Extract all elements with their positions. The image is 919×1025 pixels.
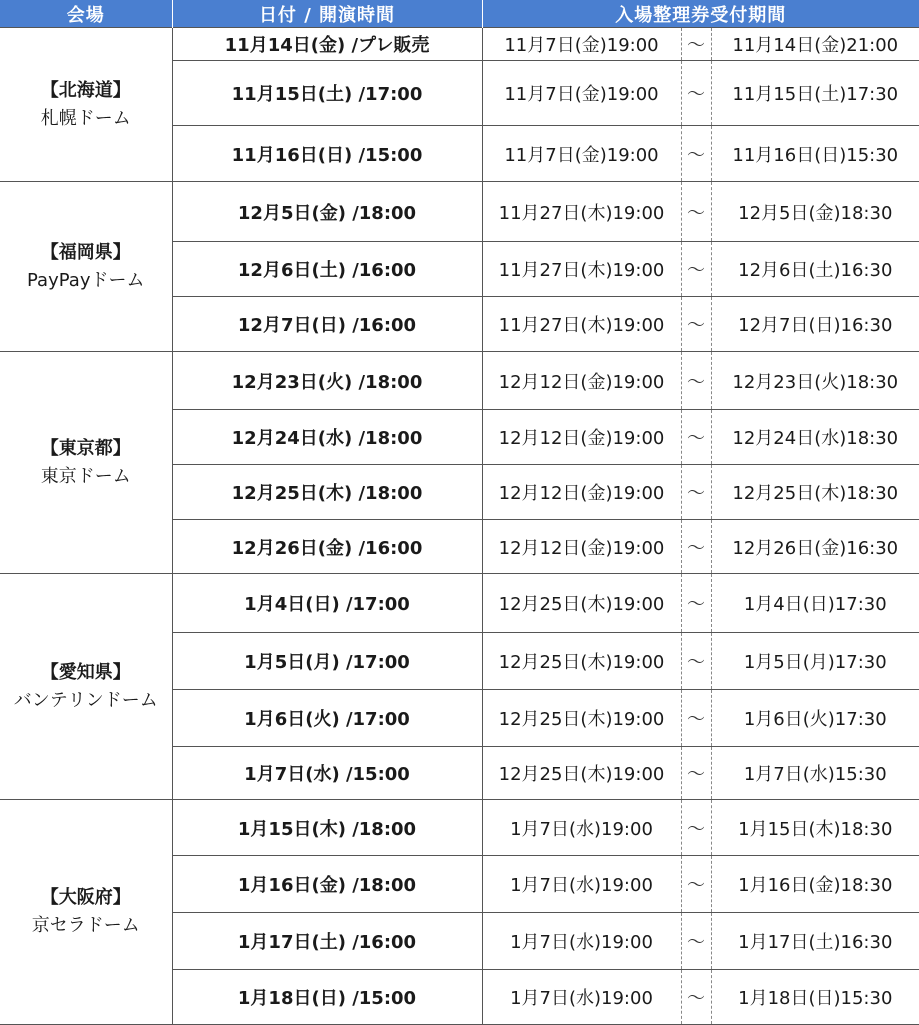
ticket-end: 1月17日(土)16:30	[711, 913, 919, 970]
period-separator: 〜	[681, 970, 711, 1025]
ticket-start: 1月7日(水)19:00	[482, 913, 681, 970]
ticket-end: 1月16日(金)18:30	[711, 856, 919, 913]
venue-hall: 札幌ドーム	[40, 107, 131, 129]
ticket-end: 11月14日(金)21:00	[711, 28, 919, 61]
performance-date-time: 12月5日(金) /18:00	[172, 182, 482, 242]
ticket-end: 1月18日(日)15:30	[711, 970, 919, 1025]
table-row	[0, 182, 919, 242]
ticket-end: 12月26日(金)16:30	[711, 520, 919, 574]
venue-prefecture: 【東京都】	[40, 437, 131, 459]
period-separator: 〜	[681, 747, 711, 800]
venue-hall: 京セラドーム	[31, 915, 140, 936]
ticket-start: 12月12日(金)19:00	[482, 352, 681, 410]
performance-date-time: 1月5日(月) /17:00	[172, 633, 482, 690]
period-separator: 〜	[681, 61, 711, 126]
table-row	[0, 574, 919, 633]
venue-prefecture: 【大阪府】	[40, 887, 131, 909]
performance-date-time: 1月16日(金) /18:00	[172, 856, 482, 913]
ticket-end: 1月6日(火)17:30	[711, 690, 919, 747]
period-separator: 〜	[681, 574, 711, 633]
ticket-end: 12月7日(日)16:30	[711, 297, 919, 352]
ticket-end: 12月25日(木)18:30	[711, 465, 919, 520]
period-separator: 〜	[681, 856, 711, 913]
performance-date-time: 1月4日(日) /17:00	[172, 574, 482, 633]
period-separator: 〜	[681, 242, 711, 297]
venue-cell	[0, 28, 172, 182]
performance-date-time: 12月7日(日) /16:00	[172, 297, 482, 352]
table-row	[0, 800, 919, 856]
period-separator: 〜	[681, 410, 711, 465]
ticket-start: 1月7日(水)19:00	[482, 856, 681, 913]
table-row	[0, 28, 919, 61]
ticket-end: 1月4日(日)17:30	[711, 574, 919, 633]
ticket-end: 12月6日(土)16:30	[711, 242, 919, 297]
period-separator: 〜	[681, 633, 711, 690]
ticket-end: 11月16日(日)15:30	[711, 126, 919, 182]
performance-date-time: 12月25日(木) /18:00	[172, 465, 482, 520]
venue-prefecture: 【福岡県】	[40, 241, 131, 263]
ticket-start: 11月27日(木)19:00	[482, 242, 681, 297]
venue-cell	[0, 574, 172, 800]
venue-hall: 東京ドーム	[40, 465, 131, 487]
ticket-start: 12月12日(金)19:00	[482, 520, 681, 574]
performance-date-time: 12月23日(火) /18:00	[172, 352, 482, 410]
ticket-start: 12月25日(木)19:00	[482, 747, 681, 800]
ticket-start: 1月7日(水)19:00	[482, 970, 681, 1025]
performance-date-time: 12月6日(土) /16:00	[172, 242, 482, 297]
ticket-start: 12月25日(木)19:00	[482, 690, 681, 747]
ticket-end: 1月7日(水)15:30	[711, 747, 919, 800]
header-row	[0, 0, 919, 28]
performance-date-time: 1月18日(日) /15:00	[172, 970, 482, 1025]
performance-date-time: 1月6日(火) /17:00	[172, 690, 482, 747]
ticket-end: 12月5日(金)18:30	[711, 182, 919, 242]
period-separator: 〜	[681, 182, 711, 242]
period-separator: 〜	[681, 690, 711, 747]
period-separator: 〜	[681, 800, 711, 856]
venue-cell	[0, 352, 172, 574]
ticket-start: 11月7日(金)19:00	[482, 126, 681, 182]
ticket-start: 12月12日(金)19:00	[482, 410, 681, 465]
table-body	[0, 28, 919, 1025]
table-header	[0, 0, 919, 28]
header-ticket-period: 入場整理券受付期間	[482, 0, 919, 28]
venue-prefecture: 【愛知県】	[40, 661, 131, 683]
table-row	[0, 352, 919, 410]
performance-date-time: 11月16日(日) /15:00	[172, 126, 482, 182]
venue-hall: PayPayドーム	[27, 269, 145, 291]
period-separator: 〜	[681, 126, 711, 182]
ticket-start: 11月27日(木)19:00	[482, 182, 681, 242]
performance-date-time: 12月24日(水) /18:00	[172, 410, 482, 465]
ticket-start: 11月7日(金)19:00	[482, 28, 681, 61]
venue-cell	[0, 800, 172, 1025]
ticket-start: 11月27日(木)19:00	[482, 297, 681, 352]
performance-date-time: 1月15日(木) /18:00	[172, 800, 482, 856]
ticket-end: 11月15日(土)17:30	[711, 61, 919, 126]
ticket-start: 12月12日(金)19:00	[482, 465, 681, 520]
performance-date-time: 1月7日(水) /15:00	[172, 747, 482, 800]
performance-date-time: 12月26日(金) /16:00	[172, 520, 482, 574]
header-venue: 会場	[0, 0, 172, 28]
ticket-end: 1月15日(木)18:30	[711, 800, 919, 856]
venue-prefecture: 【北海道】	[40, 79, 131, 101]
period-separator: 〜	[681, 913, 711, 970]
ticket-start: 12月25日(木)19:00	[482, 633, 681, 690]
period-separator: 〜	[681, 465, 711, 520]
venue-hall: バンテリンドーム	[13, 689, 158, 711]
period-separator: 〜	[681, 297, 711, 352]
performance-date-time: 11月14日(金) /プレ販売	[172, 28, 482, 61]
ticket-start: 11月7日(金)19:00	[482, 61, 681, 126]
period-separator: 〜	[681, 520, 711, 574]
ticket-start: 1月7日(水)19:00	[482, 800, 681, 856]
ticket-end: 12月24日(水)18:30	[711, 410, 919, 465]
period-separator: 〜	[681, 352, 711, 410]
period-separator: 〜	[681, 28, 711, 61]
header-datetime: 日付 / 開演時間	[172, 0, 482, 28]
performance-date-time: 1月17日(土) /16:00	[172, 913, 482, 970]
performance-date-time: 11月15日(土) /17:00	[172, 61, 482, 126]
venue-cell	[0, 182, 172, 352]
ticket-start: 12月25日(木)19:00	[482, 574, 681, 633]
ticket-end: 12月23日(火)18:30	[711, 352, 919, 410]
ticket-end: 1月5日(月)17:30	[711, 633, 919, 690]
